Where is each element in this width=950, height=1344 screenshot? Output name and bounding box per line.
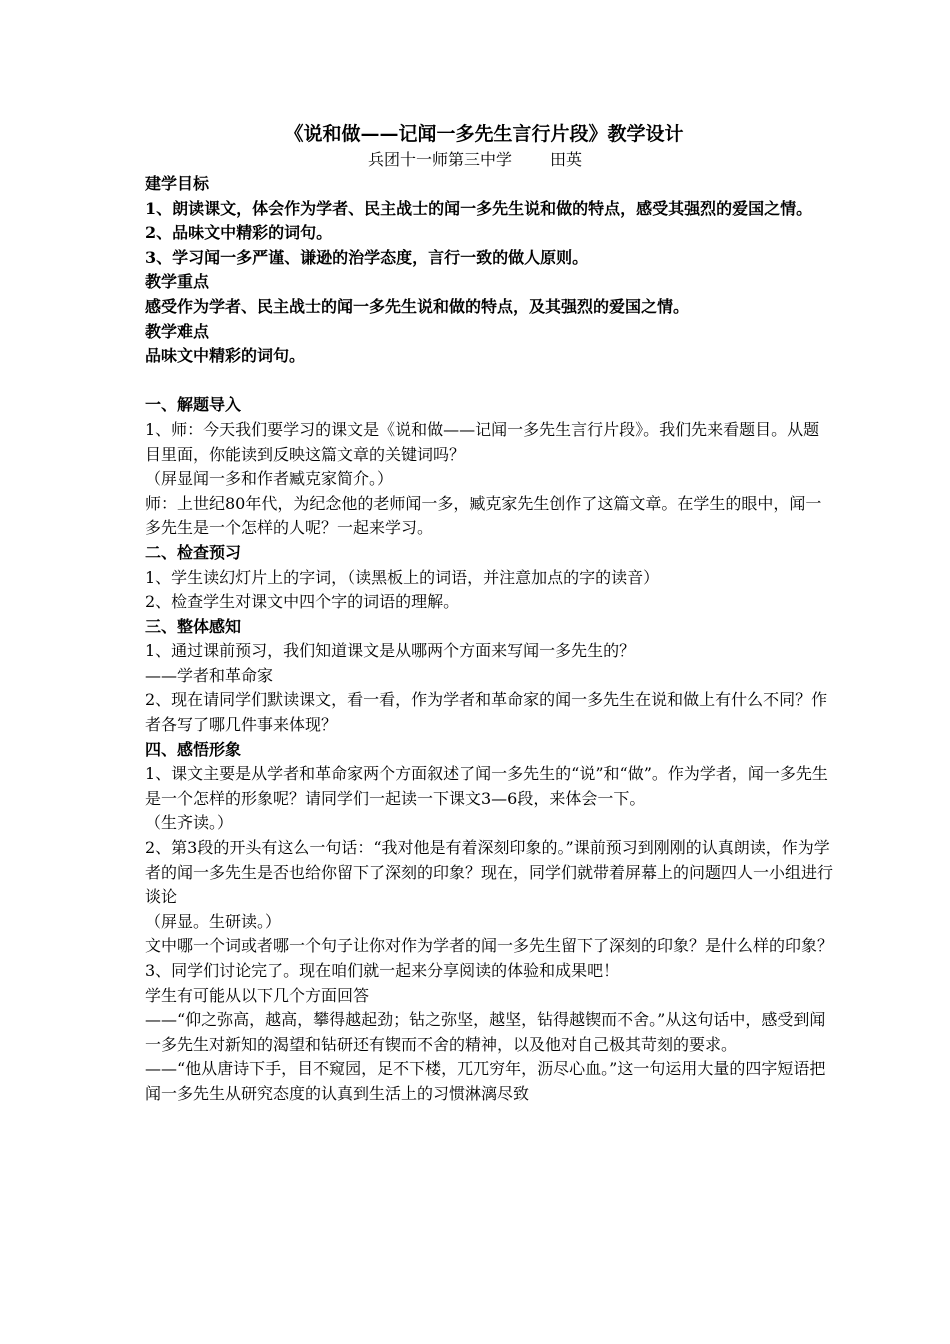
objectives-heading: 建学目标 [145,174,210,193]
paragraph: 文中哪一个词或者哪一个句子让你对作为学者的闻一多先生留下了深刻的印象？是什么样的印象？ [145,936,834,956]
paragraph: （屏显闻一多和作者臧克家简介。） [145,469,394,489]
document-page [145,120,835,1107]
key-point-heading: 教学重点 [145,272,210,292]
difficulty-text: 品味文中精彩的词句。 [145,346,306,366]
section-heading: 二、检查预习 [145,542,242,562]
paragraph: 1、课文主要是从学者和革命家两个方面叙述了闻一多先生的“说”和“做”。作为学者，闻一多先生是一个怎样的形象呢？请同学们一起读一下课文3—6段，来体会一下。 [145,764,828,808]
section-heading: 三、整体感知 [145,616,242,636]
paragraph: ——学者和革命家 [145,665,274,685]
objective-item: 3、学习闻一多严谨、谦逊的治学态度，言行一致的做人原则。 [145,247,589,267]
paragraph: （屏显。生研读。） [145,911,282,931]
difficulty-heading: 教学难点 [145,321,210,341]
paragraph: ——“他从唐诗下手，目不窥园，足不下楼，兀兀穷年，沥尽心血。”这一句运用大量的四字短语把闻一多先生从研究态度的认真到生活上的习惯淋漓尽致 [145,1059,826,1103]
document-title: 《说和做——记闻一多先生言行片段》教学设计 [284,123,684,145]
objective-item: 1、朗读课文，体会作为学者、民主战士的闻一多先生说和做的特点，感受其强烈的爱国之情。 [145,198,813,218]
paragraph: 2、检查学生对课文中四个字的词语的理解。 [145,592,460,612]
paragraph: （生齐读。） [145,813,234,833]
paragraph: 3、同学们讨论完了。现在咱们就一起来分享阅读的体验和成果吧！ [145,961,620,980]
author-name: 田英 [550,150,583,169]
paragraph: 2、现在请同学们默读课文，看一看，作为学者和革命家的闻一多先生在说和做上有什么不同？作者各写了哪几件事来体现？ [145,690,828,735]
paragraph: 学生有可能从以下几个方面回答 [145,985,370,1005]
section-heading: 四、感悟形象 [145,739,242,759]
paragraph: 师：上世纪80年代，为纪念他的老师闻一多，臧克家先生创作了这篇文章。在学生的眼中，闻一多先生是一个怎样的人呢？一起来学习。 [145,493,822,538]
paragraph: 1、通过课前预习，我们知道课文是从哪两个方面来写闻一多先生的？ [145,641,636,661]
section-heading: 一、解题导入 [145,395,242,415]
school-name: 兵团十一师第三中学 [367,150,512,169]
paragraph: 1、学生读幻灯片上的字词，（读黑板上的词语，并注意加点的字的读音） [145,567,660,587]
key-point-text: 感受作为学者、民主战士的闻一多先生说和做的特点，及其强烈的爱国之情。 [145,296,690,316]
blank-line [145,369,835,394]
paragraph: 1、师：今天我们要学习的课文是《说和做——记闻一多先生言行片段》。我们先来看题目。从题目里面，你能读到反映这篇文章的关键词吗？ [145,419,820,464]
paragraph: ——“仰之弥高，越高，攀得越起劲；钻之弥坚，越坚，钻得越锲而不舍。”从这句话中，感受到闻一多先生对新知的渴望和钻研还有锲而不舍的精神，以及他对自己极其苛刻的要求。 [145,1010,826,1054]
paragraph: 2、第3段的开头有这么一句话：“我对他是有着深刻印象的。”课前预习到刚刚的认真朗读，作为学者的闻一多先生是否也给你留下了深刻的印象？现在，同学们就带着屏幕上的问题四人一小组进行谈论 [145,838,834,907]
objective-item: 2、品味文中精彩的词句。 [145,223,333,243]
document-subtitle [115,148,835,172]
